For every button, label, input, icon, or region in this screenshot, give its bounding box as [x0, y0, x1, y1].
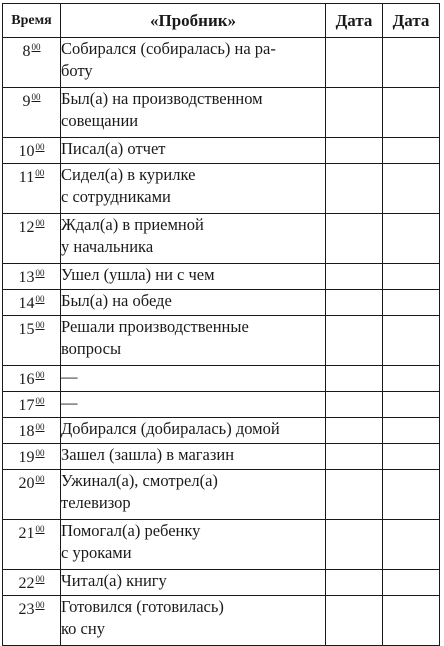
header-sample: «Пробник»: [61, 4, 326, 38]
time-minutes: 00: [35, 524, 45, 534]
date-cell-2: [383, 88, 440, 138]
time-hour: 23: [18, 601, 35, 618]
table-row: [3, 520, 440, 570]
activity-text: —: [61, 367, 78, 386]
time-hour: 10: [18, 143, 35, 160]
time-hour: 19: [18, 449, 35, 466]
date-cell-2: [383, 596, 440, 646]
time-minutes: 00: [35, 218, 45, 228]
activity-cell: [61, 366, 326, 392]
time-hour: 20: [18, 475, 35, 492]
time-cell: [3, 418, 61, 444]
date-cell-2: [383, 290, 440, 316]
activity-cell: [61, 88, 326, 138]
table-row: [3, 366, 440, 392]
date-cell-1: [326, 38, 383, 88]
date-cell-2: [383, 214, 440, 264]
time-cell: [3, 570, 61, 596]
header-time: Время: [3, 4, 61, 38]
time-hour: 17: [18, 397, 35, 414]
time-hour: 9: [22, 93, 31, 110]
table-row: [3, 470, 440, 520]
date-cell-1: [326, 214, 383, 264]
date-cell-1: [326, 316, 383, 366]
time-minutes: 00: [35, 294, 45, 304]
table-body: [3, 38, 440, 646]
activity-cell: [61, 418, 326, 444]
table-row: [3, 290, 440, 316]
table-row: [3, 596, 440, 646]
date-cell-1: [326, 444, 383, 470]
activity-cell: [61, 470, 326, 520]
time-minutes: 00: [35, 396, 45, 406]
activity-text: Ждал(а) в приемной у начальника: [61, 215, 204, 256]
activity-text: Был(а) на производственном совещании: [61, 89, 263, 130]
activity-text: Писал(а) отчет: [61, 139, 166, 158]
time-cell: [3, 88, 61, 138]
schedule-table: [2, 3, 440, 646]
time-hour: 13: [18, 269, 35, 286]
date-cell-2: [383, 366, 440, 392]
date-cell-2: [383, 470, 440, 520]
time-cell: [3, 164, 61, 214]
time-cell: [3, 596, 61, 646]
date-cell-1: [326, 570, 383, 596]
date-cell-2: [383, 316, 440, 366]
activity-text: Добирался (добиралась) домой: [61, 419, 280, 438]
activity-cell: [61, 520, 326, 570]
activity-text: Ужинал(а), смотрел(а) телевизор: [61, 471, 218, 512]
date-cell-1: [326, 520, 383, 570]
time-minutes: 00: [35, 320, 45, 330]
table-row: [3, 138, 440, 164]
activity-cell: [61, 290, 326, 316]
activity-cell: [61, 444, 326, 470]
time-cell: [3, 392, 61, 418]
activity-cell: [61, 38, 326, 88]
activity-text: Решали производственные вопросы: [61, 317, 249, 358]
activity-text: —: [61, 393, 78, 412]
time-minutes: 00: [35, 142, 45, 152]
date-cell-1: [326, 392, 383, 418]
time-minutes: 00: [35, 448, 45, 458]
time-cell: [3, 366, 61, 392]
time-minutes: 00: [35, 422, 45, 432]
time-cell: [3, 138, 61, 164]
time-cell: [3, 444, 61, 470]
table-row: [3, 38, 440, 88]
activity-cell: [61, 138, 326, 164]
activity-text: Ушел (ушла) ни с чем: [61, 265, 215, 284]
time-cell: [3, 214, 61, 264]
time-hour: 14: [18, 295, 35, 312]
table-row: [3, 392, 440, 418]
table-row: [3, 88, 440, 138]
date-cell-2: [383, 164, 440, 214]
time-minutes: 00: [35, 600, 45, 610]
table-row: [3, 570, 440, 596]
time-hour: 15: [18, 321, 35, 338]
activity-text: Был(а) на обеде: [61, 291, 172, 310]
date-cell-1: [326, 596, 383, 646]
date-cell-1: [326, 264, 383, 290]
date-cell-2: [383, 138, 440, 164]
activity-text: Сидел(а) в курилке с сотрудниками: [61, 165, 196, 206]
time-hour: 22: [18, 575, 35, 592]
time-minutes: 00: [35, 474, 45, 484]
date-cell-2: [383, 418, 440, 444]
activity-cell: [61, 316, 326, 366]
activity-cell: [61, 214, 326, 264]
time-hour: 11: [18, 169, 35, 186]
time-cell: [3, 290, 61, 316]
time-hour: 18: [18, 423, 35, 440]
time-hour: 21: [18, 525, 35, 542]
activity-text: Читал(а) книгу: [61, 571, 167, 590]
activity-cell: [61, 596, 326, 646]
date-cell-1: [326, 290, 383, 316]
activity-text: Помогал(а) ребенку с уроками: [61, 521, 201, 562]
table-row: [3, 164, 440, 214]
activity-cell: [61, 164, 326, 214]
date-cell-2: [383, 38, 440, 88]
time-cell: [3, 520, 61, 570]
time-minutes: 00: [35, 574, 45, 584]
date-cell-2: [383, 444, 440, 470]
date-cell-2: [383, 520, 440, 570]
time-hour: 8: [22, 43, 31, 60]
time-minutes: 00: [31, 92, 41, 102]
table-row: [3, 214, 440, 264]
date-cell-2: [383, 570, 440, 596]
time-minutes: 00: [35, 168, 45, 178]
time-hour: 16: [18, 371, 35, 388]
activity-cell: [61, 392, 326, 418]
activity-text: Собирался (собиралась) на ра- боту: [61, 39, 276, 80]
date-cell-2: [383, 264, 440, 290]
header-date-2: Дата: [383, 4, 440, 38]
time-minutes: 00: [35, 370, 45, 380]
time-cell: [3, 316, 61, 366]
time-cell: [3, 264, 61, 290]
time-cell: [3, 38, 61, 88]
table-row: [3, 316, 440, 366]
header-date-1: Дата: [326, 4, 383, 38]
date-cell-1: [326, 138, 383, 164]
time-minutes: 00: [35, 268, 45, 278]
table-row: [3, 444, 440, 470]
activity-cell: [61, 264, 326, 290]
date-cell-2: [383, 392, 440, 418]
table-row: [3, 418, 440, 444]
time-hour: 12: [18, 219, 35, 236]
date-cell-1: [326, 164, 383, 214]
activity-text: Готовился (готовилась) ко сну: [61, 597, 224, 638]
time-minutes: 00: [31, 42, 41, 52]
time-cell: [3, 470, 61, 520]
date-cell-1: [326, 88, 383, 138]
activity-cell: [61, 570, 326, 596]
date-cell-1: [326, 366, 383, 392]
table-row: [3, 264, 440, 290]
activity-text: Зашел (зашла) в магазин: [61, 445, 235, 464]
date-cell-1: [326, 470, 383, 520]
header-row: [3, 4, 440, 38]
date-cell-1: [326, 418, 383, 444]
